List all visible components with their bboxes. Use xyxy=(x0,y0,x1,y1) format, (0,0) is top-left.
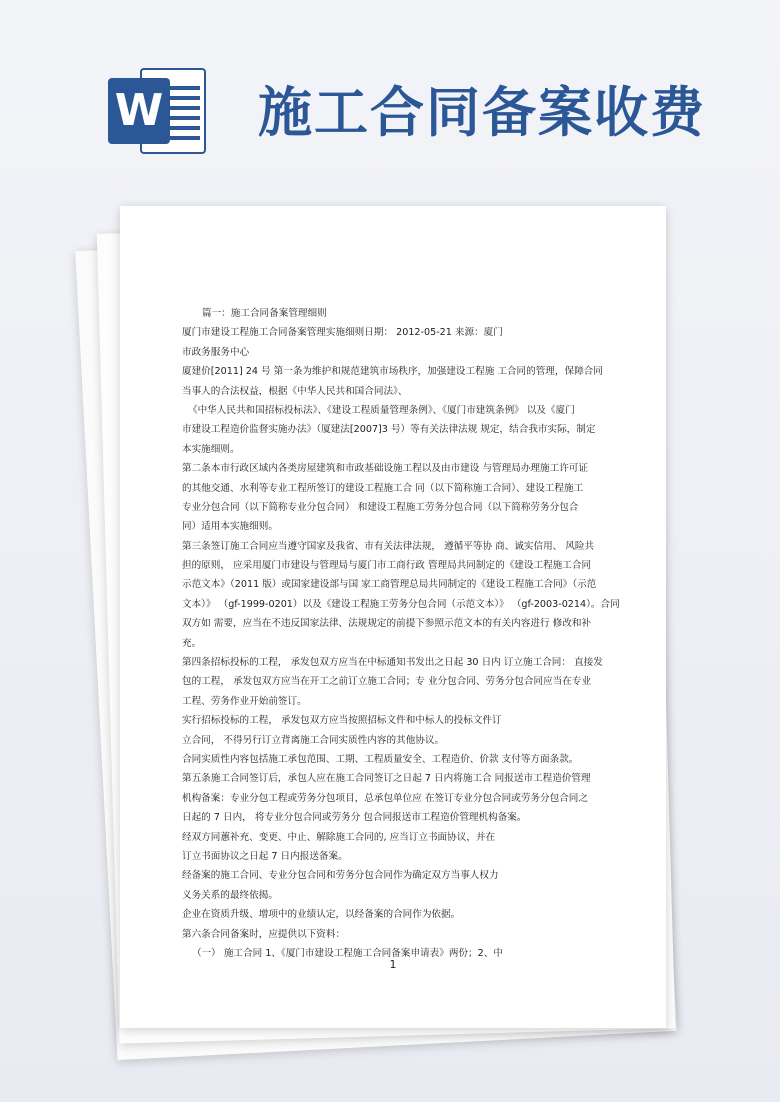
word-icon xyxy=(108,60,208,160)
text-line: 第五条施工合同签订后，承包人应在施工合同签订之日起 7 日内将施工合 同报送市工程造价管理 xyxy=(182,773,591,785)
text-line: 合同实质性内容包括施工承包范围、工期、工程质量安全、工程造价、价款 支付等方面条款。 xyxy=(182,753,579,765)
text-line: 厦门市建设工程施工合同备案管理实施细则日期： 2012-05-21 来源：廈门 xyxy=(182,327,503,339)
text-line: 《中华人民共和国招标投标法》、《建设工程质量管理条例》、《厦门市建筑条例》 以及《廈门 xyxy=(188,404,575,416)
page-number: 1 xyxy=(389,958,397,971)
text-line: 工程、劳务作业开始前签订。 xyxy=(182,695,307,707)
text-line: 实行招标投标的工程， 承发包双方应当按照招标文件和中标人的投标文件订 xyxy=(182,715,502,727)
word-logo-letter: W xyxy=(108,78,170,144)
text-line: 市建设工程造价监督实施办法》（厦建法[2007]3 号）等有关法律法规 规定，结合我市实际，制定 xyxy=(182,424,596,436)
document-body xyxy=(182,304,630,963)
text-line: 文本）》 （gf-1999-0201）以及《建设工程施工劳务分包合同（示范文本）》 （gf-2003-0214）。合同 xyxy=(182,598,620,610)
text-line: 充。 xyxy=(182,637,202,649)
text-line: 专业分包合同（以下简称专业分包合同） 和建设工程施工劳务分包合同（以下简称劳务分包合 xyxy=(182,501,579,513)
text-line: 第二条本市行政区域内各类房屋建筑和市政基础设施工程以及由市建设 与管理局办理施工许可证 xyxy=(182,463,588,475)
text-line: 机构备案：专业分包工程或劳务分包项目，总承包单位应 在签订专业分包合同或劳务分包合同之 xyxy=(182,792,588,804)
section-heading: 篇一：施工合同备案管理细则 xyxy=(202,308,327,319)
text-line: 当事人的合法权益，根据《中华人民共和国合同法》、 xyxy=(182,385,408,397)
text-line: 第三条签订施工合同应当遵守国家及我省、市有关法律法规， 遵循平等协 商、诚实信用、 风险共 xyxy=(182,540,595,552)
document-page xyxy=(120,206,666,1028)
text-line: 义务关系的最终依揭。 xyxy=(182,889,278,901)
text-line: 日起的 7 日内， 将专业分包合同或劳务分 包合同报送市工程造价管理机构备案。 xyxy=(182,812,527,824)
text-line: 经双方同蕙补充、变更、中止、解除施工合同的, 应当订立书面协议，并在 xyxy=(182,831,496,843)
text-line: 企业在资质升级、增项中的业绩认定，以经备案的合同作为依据。 xyxy=(182,909,461,921)
text-line: 包的工程， 承发包双方应当在开工之前订立施工合同；专 业分包合同、劳务分包合同应当在专业 xyxy=(182,676,592,688)
text-line: 同）适用本实施细则。 xyxy=(182,521,278,533)
text-line: 担的原则， 应采用厦门市建设与管理局与廈门市工商行政 管理局共同制定的《建设工程施工合同 xyxy=(182,560,592,572)
text-line: 双方如 需要，应当在不违反国家法律、法规规定的前提下参照示范文本的有关内容进行 修改和补 xyxy=(182,618,592,630)
text-line: 的其他交通、水利等专业工程所签订的建设工程施工合 同（以下简称施工合同）、建设工程施工 xyxy=(182,482,584,494)
text-line: 市政务服务中心 xyxy=(182,346,250,358)
text-line: 立合同， 不得另行订立背离施工合同实质性内容的其他协议。 xyxy=(182,734,445,746)
text-line: 订立书面协议之日起 7 日内报送备案。 xyxy=(182,850,348,862)
text-line: 本实施细则。 xyxy=(182,443,240,455)
text-line: 经备案的施工合同、专业分包合同和劳务分包合同作为确定双方当事人权力 xyxy=(182,870,499,882)
text-line: （一） 施工合同 1、《厦门市建设工程施工合同备案申请表》两份；2、中 xyxy=(192,947,503,959)
text-line: 廈建价[2011] 24 号 第一条为维护和规范建筑市场秩序，加强建设工程施 工合同的管理，保障合同 xyxy=(182,366,603,378)
text-line: 第六条合同备案时，应提供以下资料： xyxy=(182,928,346,940)
text-line: 第四条招标投标的工程， 承发包双方应当在中标通知书发出之日起 30 日内 订立施工合同： 直接发 xyxy=(182,657,603,669)
text-line: 示范文本》（2011 版）或国家建设部与国 家工商管理总局共同制定的《建设工程施工合同》（示范 xyxy=(182,579,597,591)
page-title: 施工合同备案收费 xyxy=(258,80,706,144)
